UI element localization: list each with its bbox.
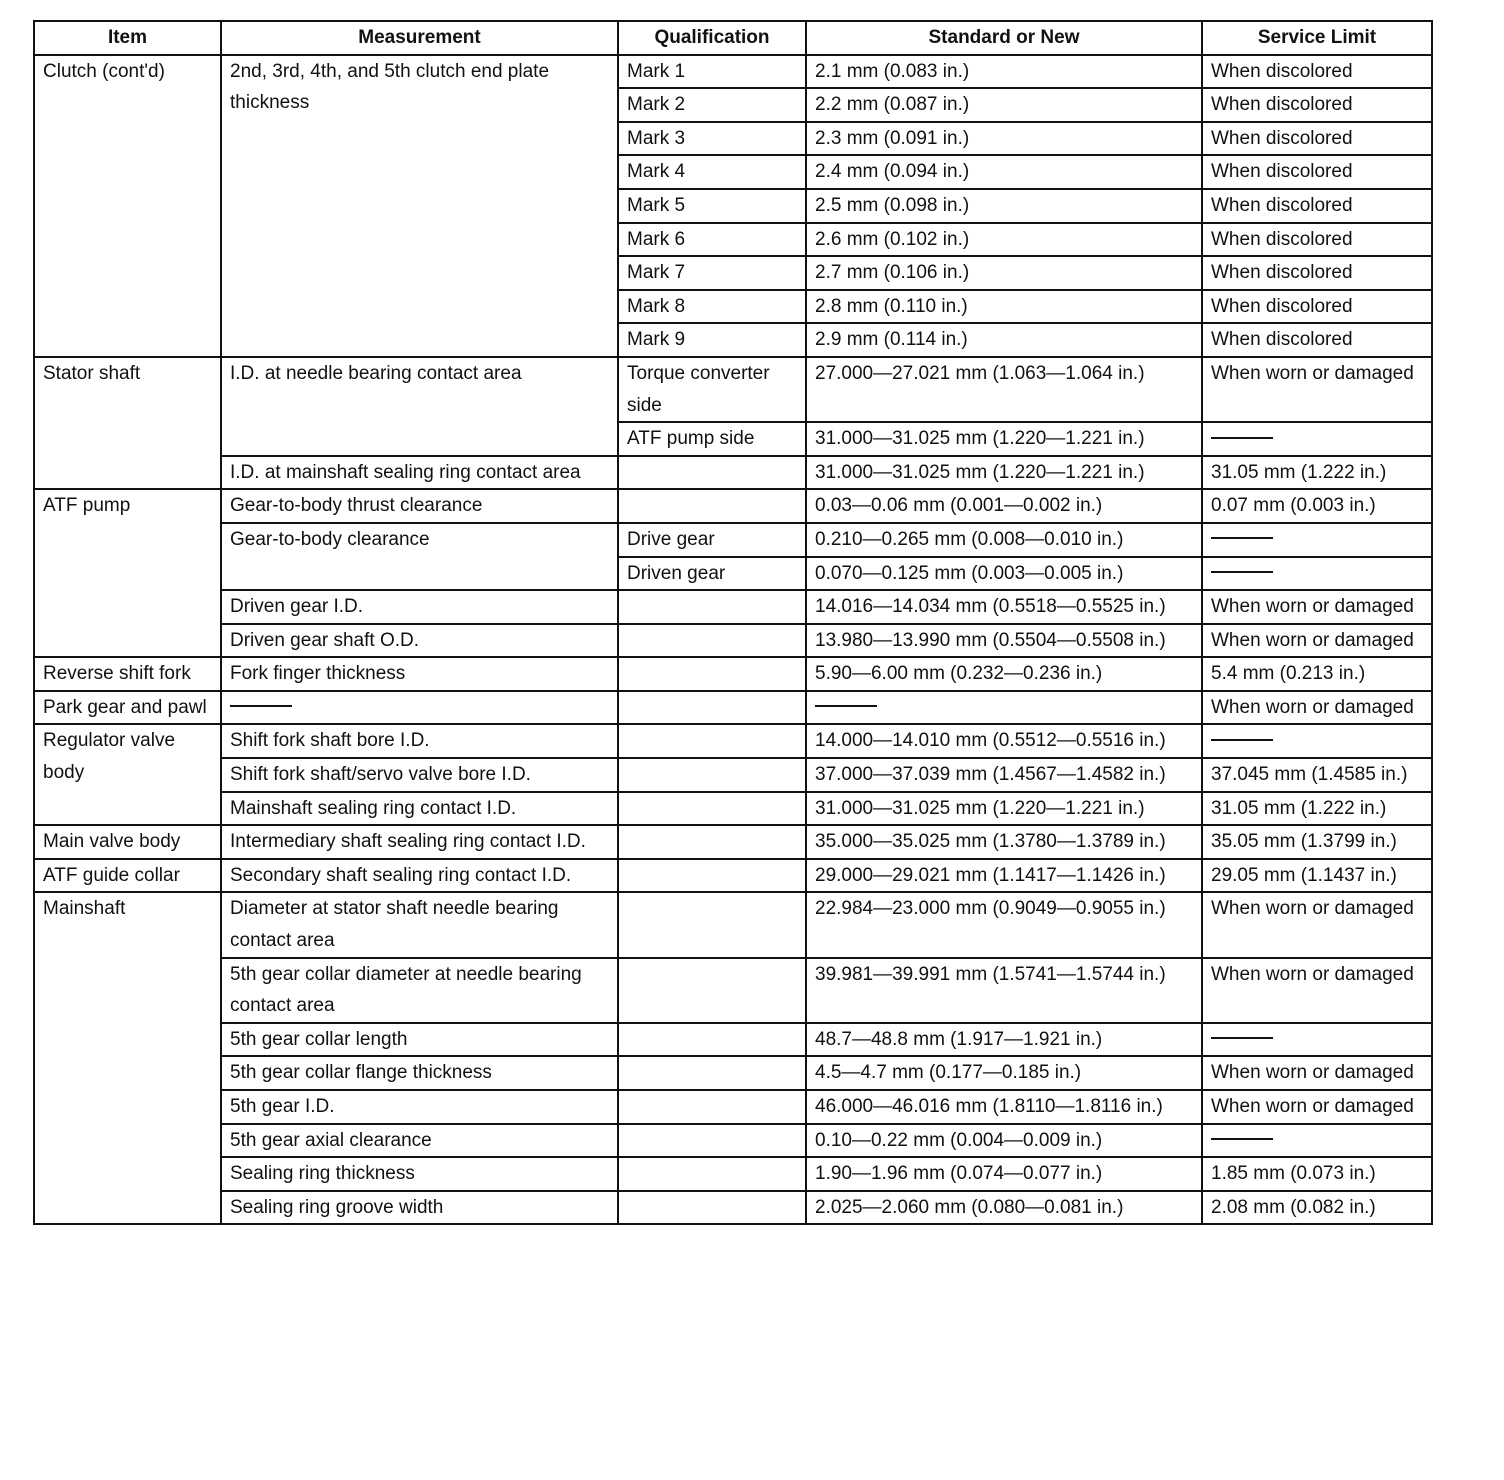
service-limit-cell <box>1202 557 1432 591</box>
item-cell: Regulator valve body <box>34 724 221 825</box>
standard-cell: 2.4 mm (0.094 in.) <box>806 155 1202 189</box>
measurement-cell: Driven gear I.D. <box>221 590 618 624</box>
standard-cell: 2.3 mm (0.091 in.) <box>806 122 1202 156</box>
measurement-cell: Mainshaft sealing ring contact I.D. <box>221 792 618 826</box>
service-limit-cell <box>1202 1023 1432 1057</box>
measurement-cell: 5th gear collar flange thickness <box>221 1056 618 1090</box>
qualification-cell: Mark 1 <box>618 55 806 89</box>
qualification-cell <box>618 657 806 691</box>
qualification-cell: Mark 8 <box>618 290 806 324</box>
service-limit-cell <box>1202 724 1432 758</box>
standard-cell: 14.000—14.010 mm (0.5512—0.5516 in.) <box>806 724 1202 758</box>
qualification-cell: Mark 7 <box>618 256 806 290</box>
measurement-cell: Intermediary shaft sealing ring contact I.D. <box>221 825 618 859</box>
standard-cell: 2.025—2.060 mm (0.080—0.081 in.) <box>806 1191 1202 1225</box>
qualification-cell <box>618 590 806 624</box>
standard-cell: 39.981—39.991 mm (1.5741—1.5744 in.) <box>806 958 1202 1023</box>
standard-cell: 4.5—4.7 mm (0.177—0.185 in.) <box>806 1056 1202 1090</box>
table-row <box>34 1157 1432 1191</box>
standard-cell: 0.03—0.06 mm (0.001—0.002 in.) <box>806 489 1202 523</box>
table-row <box>34 55 1432 89</box>
item-cell: Main valve body <box>34 825 221 859</box>
qualification-cell <box>618 691 806 725</box>
standard-cell: 2.2 mm (0.087 in.) <box>806 88 1202 122</box>
table-row <box>34 357 1432 422</box>
dash-mark <box>230 705 292 707</box>
qualification-cell <box>618 456 806 490</box>
standard-cell: 0.210—0.265 mm (0.008—0.010 in.) <box>806 523 1202 557</box>
standard-cell: 37.000—37.039 mm (1.4567—1.4582 in.) <box>806 758 1202 792</box>
standard-cell: 0.10—0.22 mm (0.004—0.009 in.) <box>806 1124 1202 1158</box>
service-limit-cell: When discolored <box>1202 189 1432 223</box>
service-limit-cell: When worn or damaged <box>1202 691 1432 725</box>
standard-cell: 29.000—29.021 mm (1.1417—1.1426 in.) <box>806 859 1202 893</box>
table-row <box>34 892 1432 957</box>
table-row <box>34 1090 1432 1124</box>
dash-mark <box>1211 1138 1273 1140</box>
item-cell: ATF pump <box>34 489 221 657</box>
qualification-cell <box>618 1090 806 1124</box>
dash-mark <box>1211 571 1273 573</box>
standard-cell: 5.90—6.00 mm (0.232—0.236 in.) <box>806 657 1202 691</box>
measurement-cell: Diameter at stator shaft needle bearing contact area <box>221 892 618 957</box>
standard-cell: 2.6 mm (0.102 in.) <box>806 223 1202 257</box>
qualification-cell: ATF pump side <box>618 422 806 456</box>
table-row <box>34 523 1432 557</box>
standard-cell: 31.000—31.025 mm (1.220—1.221 in.) <box>806 456 1202 490</box>
dash-mark <box>1211 537 1273 539</box>
measurement-cell: Shift fork shaft/servo valve bore I.D. <box>221 758 618 792</box>
standard-cell: 2.7 mm (0.106 in.) <box>806 256 1202 290</box>
qualification-cell: Mark 5 <box>618 189 806 223</box>
table-row <box>34 1056 1432 1090</box>
table-row <box>34 1191 1432 1225</box>
service-limit-cell: 29.05 mm (1.1437 in.) <box>1202 859 1432 893</box>
service-limit-cell: When worn or damaged <box>1202 1056 1432 1090</box>
service-limit-cell: When discolored <box>1202 323 1432 357</box>
measurement-cell: Fork finger thickness <box>221 657 618 691</box>
header-service-limit: Service Limit <box>1202 21 1432 55</box>
measurement-cell: Gear-to-body clearance <box>221 523 618 590</box>
qualification-cell: Drive gear <box>618 523 806 557</box>
header-item: Item <box>34 21 221 55</box>
service-limit-cell: 1.85 mm (0.073 in.) <box>1202 1157 1432 1191</box>
table-row <box>34 624 1432 658</box>
qualification-cell <box>618 958 806 1023</box>
qualification-cell: Torque converter side <box>618 357 806 422</box>
standard-cell: 1.90—1.96 mm (0.074—0.077 in.) <box>806 1157 1202 1191</box>
item-cell: Clutch (cont'd) <box>34 55 221 357</box>
table-row <box>34 489 1432 523</box>
dash-mark <box>1211 437 1273 439</box>
measurement-cell <box>221 691 618 725</box>
table-row <box>34 1124 1432 1158</box>
table-row <box>34 456 1432 490</box>
service-limit-cell: When discolored <box>1202 88 1432 122</box>
table-row <box>34 958 1432 1023</box>
item-cell: ATF guide collar <box>34 859 221 893</box>
service-limit-cell: When worn or damaged <box>1202 892 1432 957</box>
standard-cell: 31.000—31.025 mm (1.220—1.221 in.) <box>806 422 1202 456</box>
service-limit-cell: When worn or damaged <box>1202 624 1432 658</box>
measurement-cell: Sealing ring thickness <box>221 1157 618 1191</box>
service-limit-cell: When discolored <box>1202 223 1432 257</box>
measurement-cell: 5th gear collar length <box>221 1023 618 1057</box>
header-measurement: Measurement <box>221 21 618 55</box>
service-limit-cell: 31.05 mm (1.222 in.) <box>1202 792 1432 826</box>
qualification-cell: Mark 3 <box>618 122 806 156</box>
service-limit-cell: 0.07 mm (0.003 in.) <box>1202 489 1432 523</box>
service-limit-cell: 31.05 mm (1.222 in.) <box>1202 456 1432 490</box>
standard-cell: 13.980—13.990 mm (0.5504—0.5508 in.) <box>806 624 1202 658</box>
service-limit-cell: When worn or damaged <box>1202 590 1432 624</box>
measurement-cell: Shift fork shaft bore I.D. <box>221 724 618 758</box>
standard-cell: 2.1 mm (0.083 in.) <box>806 55 1202 89</box>
qualification-cell <box>618 724 806 758</box>
spec-table <box>33 20 1433 1225</box>
measurement-cell: 2nd, 3rd, 4th, and 5th clutch end plate thickness <box>221 55 618 357</box>
standard-cell: 31.000—31.025 mm (1.220—1.221 in.) <box>806 792 1202 826</box>
service-limit-cell: When discolored <box>1202 122 1432 156</box>
standard-cell: 14.016—14.034 mm (0.5518—0.5525 in.) <box>806 590 1202 624</box>
header-qualification: Qualification <box>618 21 806 55</box>
qualification-cell <box>618 489 806 523</box>
service-limit-cell: 2.08 mm (0.082 in.) <box>1202 1191 1432 1225</box>
qualification-cell: Mark 6 <box>618 223 806 257</box>
service-limit-cell: When worn or damaged <box>1202 958 1432 1023</box>
service-limit-cell: 37.045 mm (1.4585 in.) <box>1202 758 1432 792</box>
service-limit-cell: When discolored <box>1202 290 1432 324</box>
qualification-cell: Driven gear <box>618 557 806 591</box>
qualification-cell <box>618 1157 806 1191</box>
service-limit-cell: When discolored <box>1202 55 1432 89</box>
standard-cell: 48.7—48.8 mm (1.917—1.921 in.) <box>806 1023 1202 1057</box>
qualification-cell: Mark 4 <box>618 155 806 189</box>
service-limit-cell: When worn or damaged <box>1202 1090 1432 1124</box>
qualification-cell <box>618 1124 806 1158</box>
item-cell: Stator shaft <box>34 357 221 489</box>
qualification-cell <box>618 792 806 826</box>
service-limit-cell: 5.4 mm (0.213 in.) <box>1202 657 1432 691</box>
header-standard: Standard or New <box>806 21 1202 55</box>
table-row <box>34 657 1432 691</box>
standard-cell: 35.000—35.025 mm (1.3780—1.3789 in.) <box>806 825 1202 859</box>
spec-body <box>34 55 1432 1225</box>
table-row <box>34 825 1432 859</box>
standard-cell <box>806 691 1202 725</box>
qualification-cell <box>618 859 806 893</box>
measurement-cell: Sealing ring groove width <box>221 1191 618 1225</box>
measurement-cell: Secondary shaft sealing ring contact I.D. <box>221 859 618 893</box>
qualification-cell <box>618 1056 806 1090</box>
table-row <box>34 792 1432 826</box>
table-row <box>34 859 1432 893</box>
service-limit-cell: 35.05 mm (1.3799 in.) <box>1202 825 1432 859</box>
service-limit-cell: When worn or damaged <box>1202 357 1432 422</box>
measurement-cell: I.D. at mainshaft sealing ring contact area <box>221 456 618 490</box>
measurement-cell: 5th gear I.D. <box>221 1090 618 1124</box>
qualification-cell: Mark 9 <box>618 323 806 357</box>
standard-cell: 27.000—27.021 mm (1.063—1.064 in.) <box>806 357 1202 422</box>
qualification-cell <box>618 1023 806 1057</box>
table-row <box>34 590 1432 624</box>
qualification-cell <box>618 624 806 658</box>
qualification-cell: Mark 2 <box>618 88 806 122</box>
measurement-cell: 5th gear axial clearance <box>221 1124 618 1158</box>
standard-cell: 22.984—23.000 mm (0.9049—0.9055 in.) <box>806 892 1202 957</box>
service-limit-cell: When discolored <box>1202 155 1432 189</box>
dash-mark <box>1211 1037 1273 1039</box>
qualification-cell <box>618 825 806 859</box>
dash-mark <box>815 705 877 707</box>
table-row <box>34 691 1432 725</box>
header-row <box>34 21 1432 55</box>
standard-cell: 0.070—0.125 mm (0.003—0.005 in.) <box>806 557 1202 591</box>
item-cell: Reverse shift fork <box>34 657 221 691</box>
measurement-cell: Gear-to-body thrust clearance <box>221 489 618 523</box>
table-row <box>34 724 1432 758</box>
standard-cell: 2.9 mm (0.114 in.) <box>806 323 1202 357</box>
measurement-cell: Driven gear shaft O.D. <box>221 624 618 658</box>
item-cell: Park gear and pawl <box>34 691 221 725</box>
item-cell: Mainshaft <box>34 892 221 1224</box>
service-limit-cell <box>1202 523 1432 557</box>
table-row <box>34 1023 1432 1057</box>
service-limit-cell <box>1202 422 1432 456</box>
table-row <box>34 758 1432 792</box>
qualification-cell <box>618 892 806 957</box>
standard-cell: 2.8 mm (0.110 in.) <box>806 290 1202 324</box>
qualification-cell <box>618 758 806 792</box>
service-limit-cell <box>1202 1124 1432 1158</box>
standard-cell: 2.5 mm (0.098 in.) <box>806 189 1202 223</box>
service-limit-cell: When discolored <box>1202 256 1432 290</box>
dash-mark <box>1211 739 1273 741</box>
qualification-cell <box>618 1191 806 1225</box>
measurement-cell: 5th gear collar diameter at needle bearing contact area <box>221 958 618 1023</box>
standard-cell: 46.000—46.016 mm (1.8110—1.8116 in.) <box>806 1090 1202 1124</box>
measurement-cell: I.D. at needle bearing contact area <box>221 357 618 456</box>
